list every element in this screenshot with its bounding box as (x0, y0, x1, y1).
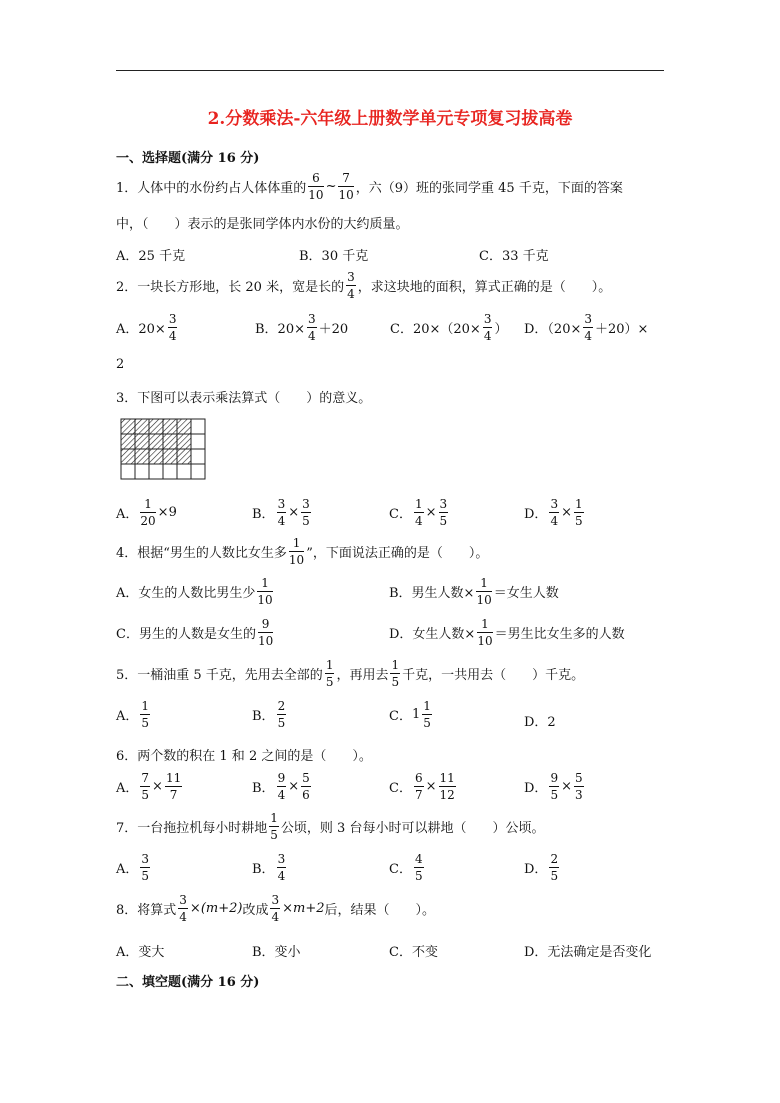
q1-prefix: 1．人体中的水份约占人体体重的 (116, 181, 307, 196)
q2-option-b[interactable]: B．20× $\frac{3}{4}$ ＋20 (255, 312, 349, 343)
fraction: $\frac{3}{4}$ (277, 852, 286, 883)
fraction: $\frac{1}{5}$ (391, 658, 400, 689)
q2-option-d-wrap: 2 (116, 357, 125, 372)
fraction: $\frac{2}{5}$ (550, 852, 559, 883)
q5-option-c[interactable]: C． 1 $\frac{1}{5}$ (389, 699, 431, 730)
q3-option-b[interactable]: B． $\frac{3}{4}$ × $\frac{3}{5}$ (252, 497, 310, 528)
q6-option-d[interactable]: D． $\frac{9}{5}$ × $\frac{5}{3}$ (524, 771, 583, 802)
grid-figure (120, 418, 206, 484)
fraction: $\frac{3}{4}$ (277, 497, 286, 528)
q7-option-c[interactable]: C． $\frac{4}{5}$ (389, 852, 423, 883)
q4-option-d[interactable]: D．女生人数× $\frac{1}{10}$ ＝男生比女生多的人数 (389, 617, 625, 648)
fraction: $\frac{1}{10}$ (257, 576, 273, 607)
fraction: $\frac{1}{10}$ (288, 536, 305, 567)
fraction: $\frac{7}{10}$ (338, 171, 354, 202)
q5-option-d[interactable]: D．2 (524, 715, 556, 730)
header-rule (116, 70, 664, 71)
fraction: $\frac{11}{12}$ (439, 771, 455, 802)
q1-suffix: ，六（9）班的张同学重 45 千克，下面的答案 (355, 181, 623, 196)
fraction: $\frac{1}{10}$ (477, 617, 493, 648)
fraction: $\frac{3}{4}$ (179, 893, 187, 924)
q3-option-a[interactable]: A． $\frac{1}{20}$ ×9 (116, 497, 177, 528)
fraction: $\frac{1}{5}$ (141, 699, 150, 730)
section-heading-fill: 二、填空题(满分 16 分) (116, 975, 260, 990)
fraction: $\frac{3}{4}$ (271, 893, 280, 924)
q8-option-a[interactable]: A．变大 (116, 945, 165, 960)
q8-option-c[interactable]: C．不变 (389, 945, 438, 960)
fraction: $\frac{5}{6}$ (302, 771, 310, 802)
fraction: $\frac{3}{5}$ (302, 497, 310, 528)
fraction: $\frac{1}{5}$ (574, 497, 583, 528)
fraction: $\frac{7}{5}$ (141, 771, 150, 802)
question-1-line-2: 中，（ ）表示的是张同学体内水份的大约质量。 (116, 217, 409, 232)
q4-option-a[interactable]: A．女生的人数比男生少 $\frac{1}{10}$ (116, 576, 273, 607)
fraction: $\frac{2}{5}$ (277, 699, 286, 730)
q1-option-a[interactable]: A．25 千克 (116, 249, 186, 264)
q7-option-d[interactable]: D． $\frac{2}{5}$ (524, 852, 559, 883)
question-8: 8．将算式 $\frac{3}{4}$ ×(m+2) 改成 $\frac{3}{4}$ ×m+2 后，结果（ ）。 (116, 893, 436, 924)
fraction: $\frac{1}{20}$ (140, 497, 156, 528)
q6-option-a[interactable]: A． $\frac{7}{5}$ × $\frac{11}{7}$ (116, 771, 182, 802)
q8-option-d[interactable]: D．无法确定是否变化 (524, 945, 652, 960)
fraction: $\frac{3}{4}$ (168, 312, 177, 343)
question-5: 5．一桶油重 5 千克，先用去全部的 $\frac{1}{5}$ ，再用去 $\frac{1}{5}$ 千克，一共用去（ ）千克。 (116, 658, 585, 689)
fraction: $\frac{5}{3}$ (574, 771, 583, 802)
q2-option-a[interactable]: A．20× $\frac{3}{4}$ (116, 312, 177, 343)
q6-option-b[interactable]: B． $\frac{9}{4}$ × $\frac{5}{6}$ (252, 771, 310, 802)
q5-option-b[interactable]: B． $\frac{2}{5}$ (252, 699, 286, 730)
fraction: $\frac{3}{4}$ (347, 270, 355, 301)
q2-option-d[interactable]: D．（20× $\frac{3}{4}$ ＋20）× (524, 312, 649, 343)
fraction: $\frac{3}{4}$ (308, 312, 316, 343)
section-heading-choice: 一、选择题(满分 16 分) (116, 151, 260, 166)
q1-tilde: ~ (325, 179, 337, 194)
q6-option-c[interactable]: C． $\frac{6}{7}$ × $\frac{11}{12}$ (389, 771, 455, 802)
fraction: $\frac{3}{5}$ (439, 497, 448, 528)
fraction: $\frac{9}{10}$ (257, 617, 274, 648)
question-6: 6．两个数的积在 1 和 2 之间的是（ ）。 (116, 749, 372, 764)
fraction: $\frac{6}{10}$ (308, 171, 324, 202)
fraction: $\frac{3}{5}$ (141, 852, 150, 883)
fraction: $\frac{3}{4}$ (584, 312, 592, 343)
question-2 (116, 271, 611, 300)
question-4: 4．根据“男生的人数比女生多 $\frac{1}{10}$ ”，下面说法正确的是（ ）。 (116, 536, 489, 567)
q3-option-d[interactable]: D． $\frac{3}{4}$ × $\frac{1}{5}$ (524, 497, 583, 528)
fraction: $\frac{11}{7}$ (165, 771, 182, 802)
q3-option-c[interactable]: C． $\frac{1}{4}$ × $\frac{3}{5}$ (389, 497, 448, 528)
fraction: $\frac{3}{4}$ (550, 497, 559, 528)
fraction: $\frac{3}{4}$ (483, 312, 492, 343)
question-3: 3．下图可以表示乘法算式（ ）的意义。 (116, 391, 372, 406)
q1-option-b[interactable]: B．30 千克 (299, 249, 369, 264)
q2-option-c[interactable]: C．20×（20× $\frac{3}{4}$ ） (390, 312, 508, 343)
fraction: $\frac{6}{7}$ (414, 771, 423, 802)
fraction: $\frac{1}{5}$ (423, 699, 431, 730)
question-1-line-1 (116, 172, 623, 201)
q7-option-a[interactable]: A． $\frac{3}{5}$ (116, 852, 150, 883)
fraction: $\frac{1}{10}$ (476, 576, 492, 607)
q2-prefix: 2．一块长方形地，长 20 米，宽是长的 (116, 280, 345, 295)
q4-option-b[interactable]: B．男生人数× $\frac{1}{10}$ ＝女生人数 (389, 576, 559, 607)
fraction: $\frac{1}{4}$ (414, 497, 423, 528)
q5-option-a[interactable]: A． $\frac{1}{5}$ (116, 699, 150, 730)
fraction: $\frac{9}{5}$ (550, 771, 559, 802)
fraction: $\frac{1}{5}$ (325, 658, 334, 689)
q7-option-b[interactable]: B． $\frac{3}{4}$ (252, 852, 286, 883)
question-7: 7．一台拖拉机每小时耕地 $\frac{1}{5}$ 公顷，则 3 台每小时可以耕地（ ）公顷。 (116, 811, 545, 842)
fraction: $\frac{9}{4}$ (277, 771, 286, 802)
page-title: 2.分数乘法-六年级上册数学单元专项复习拔高卷 (207, 109, 573, 129)
q1-option-c[interactable]: C．33 千克 (479, 249, 549, 264)
shaded-region (121, 419, 191, 464)
q8-option-b[interactable]: B．变小 (252, 945, 301, 960)
q4-option-c[interactable]: C．男生的人数是女生的 $\frac{9}{10}$ (116, 617, 274, 648)
fraction: $\frac{4}{5}$ (414, 852, 423, 883)
q2-suffix: ，求这块地的面积，算式正确的是（ ）。 (357, 280, 612, 295)
fraction: $\frac{1}{5}$ (270, 811, 278, 842)
